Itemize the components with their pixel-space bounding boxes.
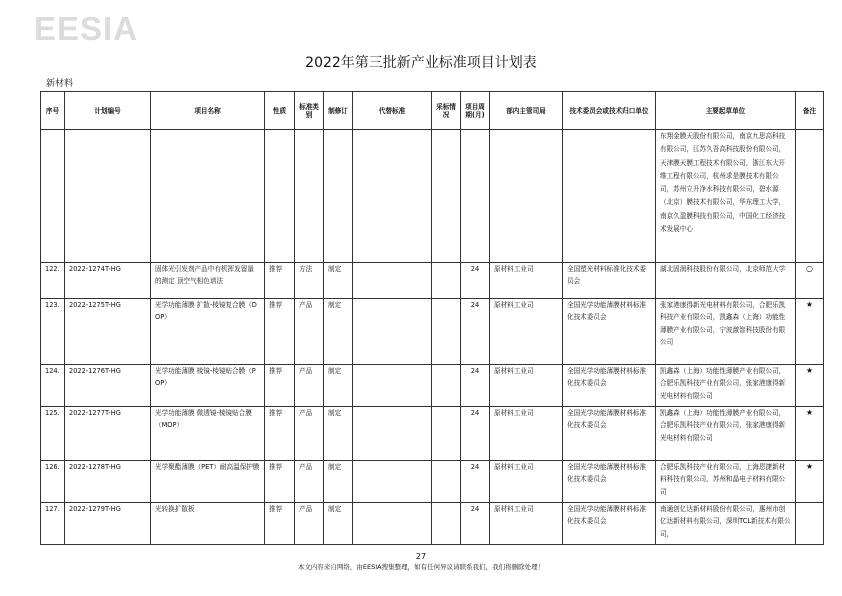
- header-code: 计划编号: [65, 92, 151, 130]
- note-cell: ★: [796, 407, 824, 461]
- nature-cell: 推荐: [265, 263, 295, 299]
- plan-code: 2022-1279T-HG: [65, 503, 151, 545]
- revision-cell: 制定: [324, 407, 353, 461]
- drafting-units-cell: 南通创亿达新材料股份有限公司，惠州市创亿达新材料有限公司，深圳TCL新技术有限公司，: [656, 503, 796, 545]
- header-adopt: 采标情况: [432, 92, 461, 130]
- replace-cell: [353, 365, 432, 407]
- department-cell: 原材料工业司: [490, 407, 563, 461]
- replace-cell: [353, 461, 432, 503]
- nature-cell: 推荐: [265, 299, 295, 365]
- row-number: 125.: [41, 407, 65, 461]
- nature-cell: 推荐: [265, 365, 295, 407]
- note-cell: ★: [796, 461, 824, 503]
- committee-cell: 全国光学功能薄膜材料标准化技术委员会: [563, 407, 656, 461]
- project-name: 光学功能薄膜 微透镜-棱镜贴合膜（MOP）: [151, 407, 265, 461]
- type-cell: 产品: [295, 365, 324, 407]
- replace-cell: [353, 503, 432, 545]
- row-number: 124.: [41, 365, 65, 407]
- row-number: 127.: [41, 503, 65, 545]
- replace-cell: [353, 299, 432, 365]
- project-name: 光学功能薄膜 扩散-棱镜复合膜（DOP）: [151, 299, 265, 365]
- table-row-continuation: [41, 130, 824, 263]
- plan-code: 2022-1276T-HG: [65, 365, 151, 407]
- period-cell: 24: [461, 299, 490, 365]
- period-cell: 24: [461, 461, 490, 503]
- table-row: [41, 461, 824, 503]
- type-cell: 方法: [295, 263, 324, 299]
- revision-cell: 制定: [324, 365, 353, 407]
- type-cell: 产品: [295, 299, 324, 365]
- plan-code: 2022-1275T-HG: [65, 299, 151, 365]
- table-row: [41, 299, 824, 365]
- table-row: [41, 407, 824, 461]
- revision-cell: 制定: [324, 461, 353, 503]
- department-cell: 原材料工业司: [490, 365, 563, 407]
- row-number: 126.: [41, 461, 65, 503]
- note-cell: ★: [796, 365, 824, 407]
- header-units: 主要起草单位: [656, 92, 796, 130]
- nature-cell: 推荐: [265, 503, 295, 545]
- committee-cell: 全国光学功能薄膜材料标准化技术委员会: [563, 461, 656, 503]
- header-note: 备注: [796, 92, 824, 130]
- adopt-cell: [432, 407, 461, 461]
- header-type: 标准类别: [295, 92, 324, 130]
- header-replace: 代替标准: [353, 92, 432, 130]
- standards-table: [40, 91, 824, 545]
- plan-code: 2022-1278T-HG: [65, 461, 151, 503]
- plan-code: 2022-1274T-HG: [65, 263, 151, 299]
- table-row: [41, 365, 824, 407]
- adopt-cell: [432, 503, 461, 545]
- header-department: 部内主管司局: [490, 92, 563, 130]
- footer-disclaimer: 本文内容来自网络，由EESIA搜集整理，如有任何异议请联系我们，我们将删除处理！: [297, 563, 545, 571]
- project-name: 固体光引发剂产品中有机挥发留量的测定 顶空气相色谱法: [151, 263, 265, 299]
- header-name: 项目名称: [151, 92, 265, 130]
- note-cell: ○: [796, 263, 824, 299]
- plan-code: 2022-1277T-HG: [65, 407, 151, 461]
- nature-cell: 推荐: [265, 407, 295, 461]
- adopt-cell: [432, 461, 461, 503]
- header-no: 序号: [41, 92, 65, 130]
- department-cell: 原材料工业司: [490, 299, 563, 365]
- replace-cell: [353, 263, 432, 299]
- header-nature: 性质: [265, 92, 295, 130]
- department-cell: 原材料工业司: [490, 461, 563, 503]
- page-number: 27: [415, 552, 427, 561]
- drafting-units-cell: 张家港康得新光电材料有限公司，合肥乐凯科技产业有限公司，凯鑫森（上海）功能性薄膜产业有限公司，宁波激智科技股份有限公司: [656, 299, 796, 365]
- note-cell: ★: [796, 299, 824, 365]
- revision-cell: 制定: [324, 503, 353, 545]
- eesia-logo: EESIA: [34, 10, 139, 47]
- note-cell: [796, 503, 824, 545]
- drafting-units-cell: 东翔金膜天股份有限公司，南京九思高科技有限公司，江苏久吾高科技股份有限公司，天津膜天膜工程技术有限公司，浙江东大开维工程有限公司，杭州求是膜技术有限公司，苏州立升净水科技有限公司，碧水源（北京）膜技术有限公司，华东理工大学，南京久盈膜科技有限公司，中国化工经济技术发展中心: [656, 130, 796, 263]
- department-cell: 原材料工业司: [490, 263, 563, 299]
- committee-cell: 全国光学功能薄膜材料标准化技术委员会: [563, 365, 656, 407]
- project-name: 光学聚酯薄膜（PET）耐高温保护膜: [151, 461, 265, 503]
- row-number: 122.: [41, 263, 65, 299]
- project-name: 光转换扩散板: [151, 503, 265, 545]
- nature-cell: 推荐: [265, 461, 295, 503]
- drafting-units-cell: 凯鑫森（上海）功能性薄膜产业有限公司，合肥乐凯科技产业有限公司，张家港康得新光电材料有限公司: [656, 407, 796, 461]
- committee-cell: 全国光学功能薄膜材料标准化技术委员会: [563, 299, 656, 365]
- header-revision: 制修订: [324, 92, 353, 130]
- type-cell: 产品: [295, 407, 324, 461]
- replace-cell: [353, 407, 432, 461]
- department-cell: 原材料工业司: [490, 503, 563, 545]
- header-committee: 技术委员会或技术归口单位: [563, 92, 656, 130]
- committee-cell: 全国塑光材料标准化技术委员会: [563, 263, 656, 299]
- adopt-cell: [432, 263, 461, 299]
- period-cell: 24: [461, 263, 490, 299]
- header-period: 项目周期(月): [461, 92, 490, 130]
- drafting-units-cell: 合肥乐凯科技产业有限公司，上海恩捷新材料科技有限公司，苏州和晶电子材料有限公司: [656, 461, 796, 503]
- type-cell: 产品: [295, 503, 324, 545]
- table-row: [41, 263, 824, 299]
- type-cell: 产品: [295, 461, 324, 503]
- adopt-cell: [432, 365, 461, 407]
- period-cell: 24: [461, 365, 490, 407]
- drafting-units-cell: 凯鑫森（上海）功能性薄膜产业有限公司，合肥乐凯科技产业有限公司，张家港康得新光电材料有限公司: [656, 365, 796, 407]
- period-cell: 24: [461, 407, 490, 461]
- revision-cell: 制定: [324, 299, 353, 365]
- period-cell: 24: [461, 503, 490, 545]
- table-header-row: [41, 92, 824, 130]
- project-name: 光学功能薄膜 棱镜-棱镜贴合膜（POP）: [151, 365, 265, 407]
- table-row: [41, 503, 824, 545]
- revision-cell: 制定: [324, 263, 353, 299]
- committee-cell: 全国光学功能薄膜材料标准化技术委员会: [563, 503, 656, 545]
- page-title: 2022年第三批新产业标准项目计划表: [305, 55, 537, 71]
- row-number: 123.: [41, 299, 65, 365]
- category-label: 新材料: [46, 79, 74, 89]
- adopt-cell: [432, 299, 461, 365]
- drafting-units-cell: 湖北固润科技股份有限公司，北京师范大学: [656, 263, 796, 299]
